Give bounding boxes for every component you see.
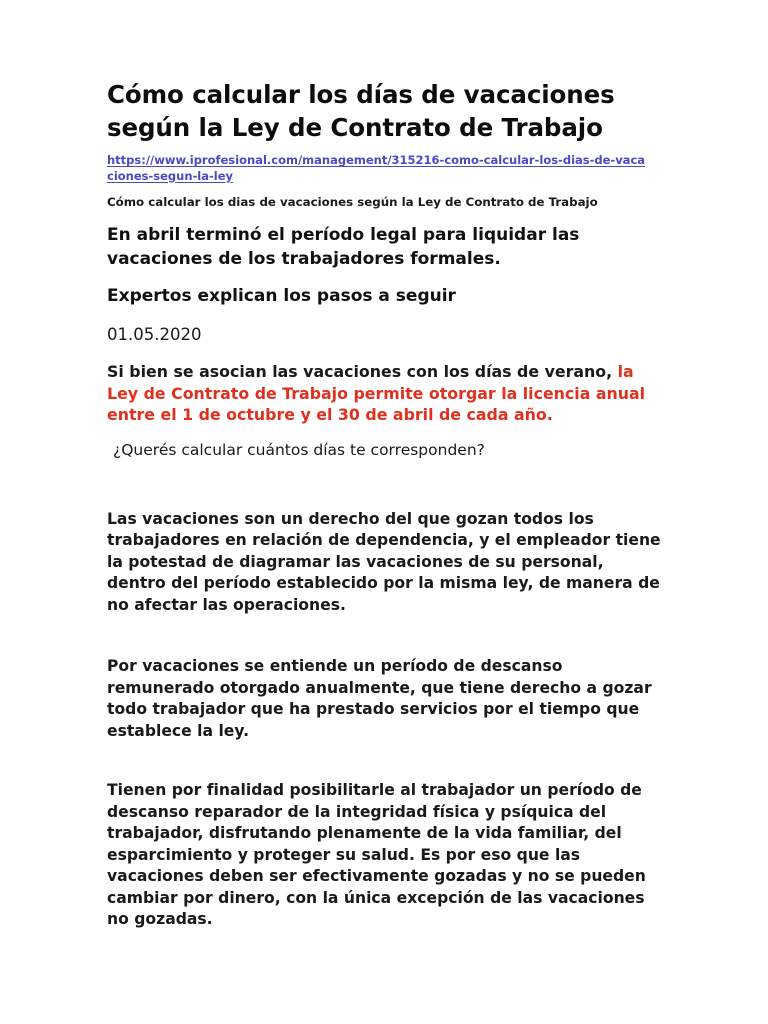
- page-title-line-2: según la Ley de Contrato de Trabajo: [107, 113, 603, 142]
- spacer: [107, 742, 661, 780]
- spacer: [107, 616, 661, 656]
- body-paragraph-2: Por vacaciones se entiende un período de descanso remunerado otorgado anualmente, que tiene derecho a gozar todo trabajador que ha prestado servicios por el tiempo que establece la ley.: [107, 657, 652, 740]
- body-paragraph-3: Tienen por finalidad posibilitarle al trabajador un período de descanso reparador de la integridad física y psíquica del trabajador, disfrutando plenamente de la vida familiar, del esparcimiento y proteger su salud. Es por eso que las vacaciones deben ser efectivamente gozadas y no se pueden cambiar por dinero, con la única excepción de las vacaciones no gozadas.: [107, 781, 646, 928]
- page-title: [107, 78, 661, 144]
- publication-date: 01.05.2020: [107, 325, 202, 344]
- highlight-paragraph-red: la Ley de Contrato de Trabajo permite otorgar la licencia anual entre el 1 de octubre y el 30 de abril de cada año.: [107, 362, 646, 424]
- highlight-paragraph: [107, 361, 661, 426]
- question-line: ¿Querés calcular cuántos días te corresponden?: [113, 440, 485, 459]
- lead-paragraph-1: En abril terminó el período legal para liquidar las vacaciones de los trabajadores formales.: [107, 225, 580, 269]
- highlight-paragraph-plain: Si bien se asocian las vacaciones con los días de verano,: [107, 362, 618, 381]
- page-title-line-1: Cómo calcular los días de vacaciones: [107, 80, 615, 109]
- lead-paragraph-2: Expertos explican los pasos a seguir: [107, 286, 456, 306]
- document-content: [107, 78, 661, 931]
- source-url-link[interactable]: https://www.iprofesional.com/management/315216-como-calcular-los-dias-de-vacaciones-segun-la-ley: [107, 153, 646, 183]
- spacer: [107, 461, 661, 509]
- article-caption: Cómo calcular los dias de vacaciones según la Ley de Contrato de Trabajo: [107, 195, 598, 209]
- body-paragraph-1: Las vacaciones son un derecho del que gozan todos los trabajadores en relación de dependencia, y el empleador tiene la potestad de diagramar las vacaciones de su personal, dentro del período establecido por la misma ley, de manera de no afectar las operaciones.: [107, 509, 661, 614]
